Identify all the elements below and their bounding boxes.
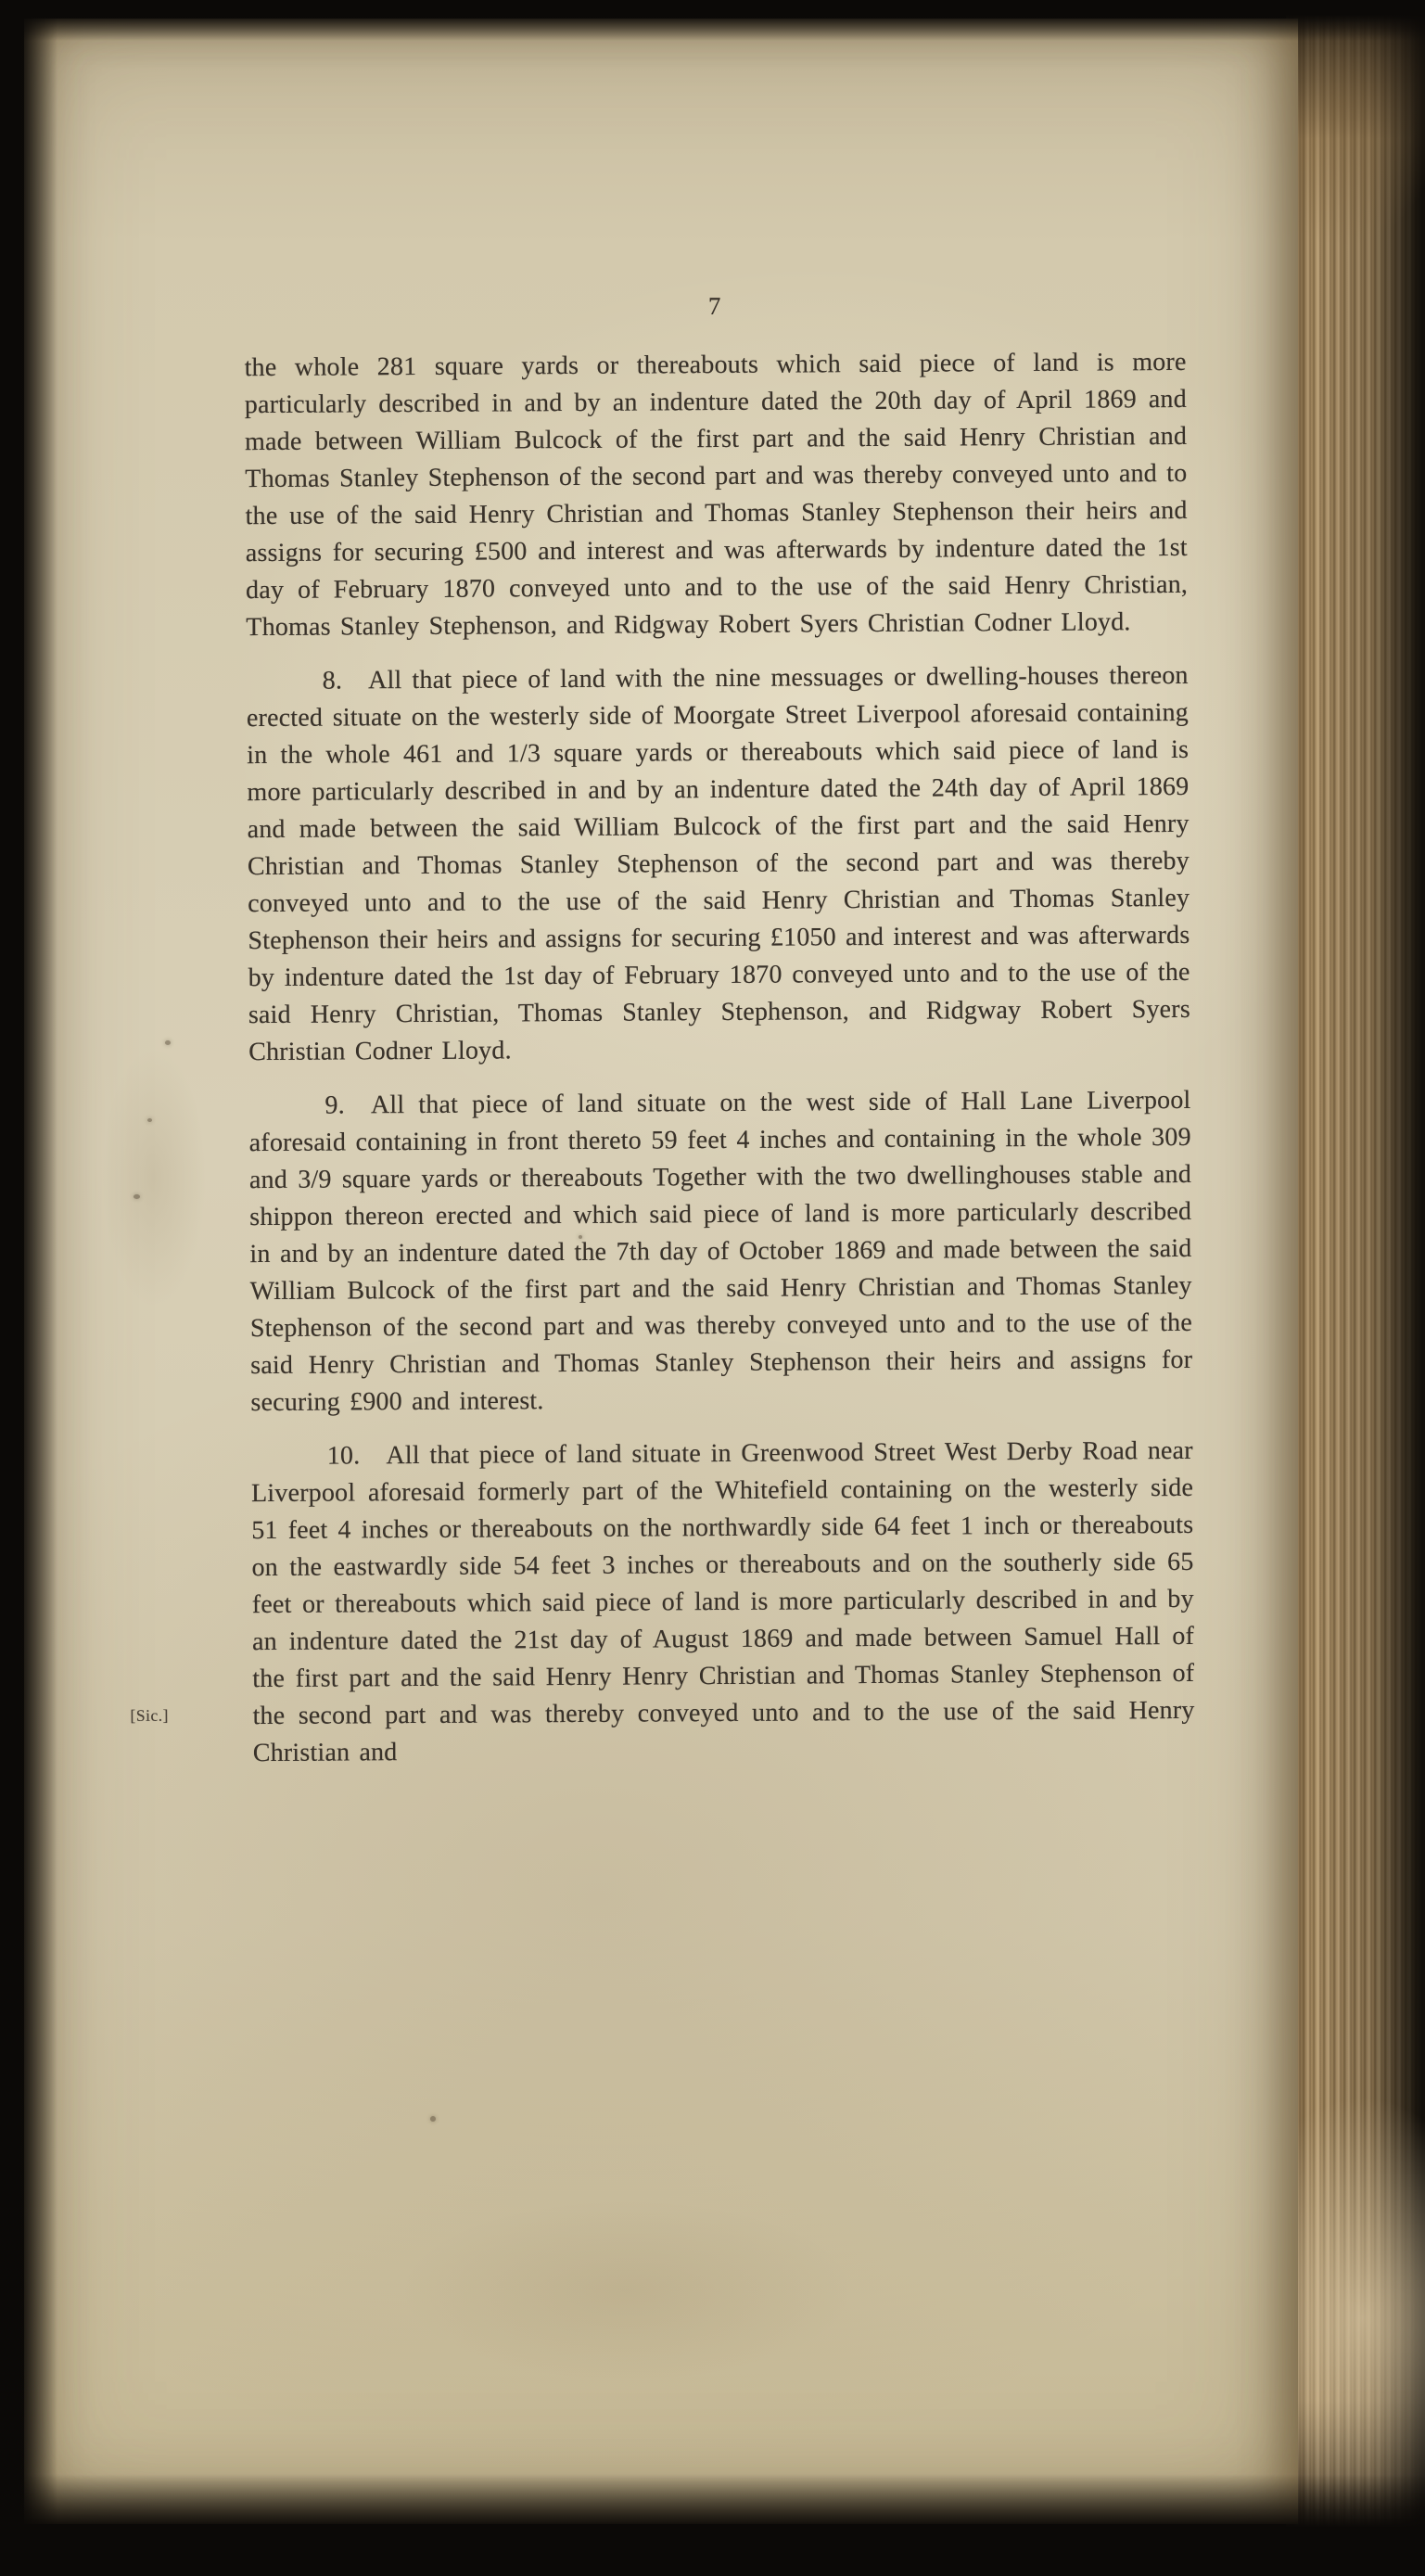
paragraph-number: 10. (326, 1441, 361, 1471)
paper-speck (134, 1194, 140, 1199)
scan-border-top (0, 0, 1425, 41)
book-page-edges (1286, 0, 1425, 2576)
paper-stain (302, 2151, 951, 2429)
paragraph-8 (247, 657, 1191, 1071)
paper-speck (165, 1040, 171, 1045)
text-block (130, 285, 1195, 1772)
paragraph-text: All that piece of land situate in Greenwood Street West Derby Road near Liverpool aforesaid formerly part of the Whitefield containing on the westerly side 51 feet 4 inches or thereabouts on the northwardly side 64 feet 1 inch or thereabouts on the eastwardly side 54 feet 3 inches or thereabouts and on the southerly side 65 feet or thereabouts which said piece of land is more particularly described in and by an indenture dated the 21st day of August 1869 and made between Samuel Hall of the first part and the said Henry Henry Christian and Thomas Stanley Stephenson of the second part and was thereby conveyed unto and to the use of the said Henry Christian and (250, 1435, 1195, 1768)
page-number: 7 (707, 291, 722, 321)
scan-border-left (0, 0, 57, 2576)
paper-speck (430, 2116, 436, 2122)
scan-border-bottom (0, 2474, 1425, 2576)
paragraph-text: All that piece of land with the nine messuages or dwelling-houses thereon erected situate on the westerly side of Moorgate Street Liverpool aforesaid containing in the whole 461 and 1/3 square yards or thereabouts which said piece of land is more particularly described in and by an indenture dated the 24th day of April 1869 and made between the said William Bulcock of the first part and the said Henry Christian and Thomas Stanley Stephenson of the second part and was thereby conveyed unto and to the use of the said Henry Christian and Thomas Stanley Stephenson their heirs and assigns for securing £1050 and interest and was afterwards by indenture dated the 1st day of February 1870 conveyed unto and to the use of the said Henry Christian, Thomas Stanley Stephenson, and Ridgway Robert Syers Christian Codner Lloyd. (246, 660, 1190, 1067)
paragraph-text: All that piece of land situate on the west side of Hall Lane Liverpool aforesaid containing in front thereto 59 feet 4 inches and containing in the whole 309 and 3/9 square yards or thereabouts Together with the two dwellinghouses stable and shippon thereon erected and which said piece of land is more particularly described in and by an indenture dated the 7th day of October 1869 and made between the said William Bulcock of the first part and the said Henry Christian and Thomas Stanley Stephenson of the second part and was thereby conveyed unto and to the use of the said Henry Christian and Thomas Stanley Stephenson their heirs and assigns for securing £900 and interest. (248, 1085, 1193, 1418)
paper-stain (80, 983, 228, 1372)
paragraph-number: 9. (324, 1090, 346, 1120)
paragraph-number: 8. (322, 666, 343, 695)
paragraph-continuation (245, 344, 1189, 646)
paragraph-text: the whole 281 square yards or thereabouts which said piece of land is more particularly described in and by an indenture dated the 20th day of April 1869 and made between William Bulcock of the first part and the said Henry Christian and Thomas Stanley Stephenson of the second part and was thereby conveyed unto and to the use of the said Henry Christian and Thomas Stanley Stephenson their heirs and assigns for securing £500 and interest and was afterwards by indenture dated the 1st day of February 1870 conveyed unto and to the use of the said Henry Christian, Thomas Stanley Stephenson, and Ridgway Robert Syers Christian Codner Lloyd. (244, 347, 1189, 643)
paper-speck (147, 1118, 152, 1122)
margin-note-sic: [Sic.] (130, 1705, 169, 1725)
paragraph-9 (248, 1082, 1192, 1422)
paper-page (24, 19, 1298, 2524)
paragraph-10 (130, 1433, 1195, 1772)
